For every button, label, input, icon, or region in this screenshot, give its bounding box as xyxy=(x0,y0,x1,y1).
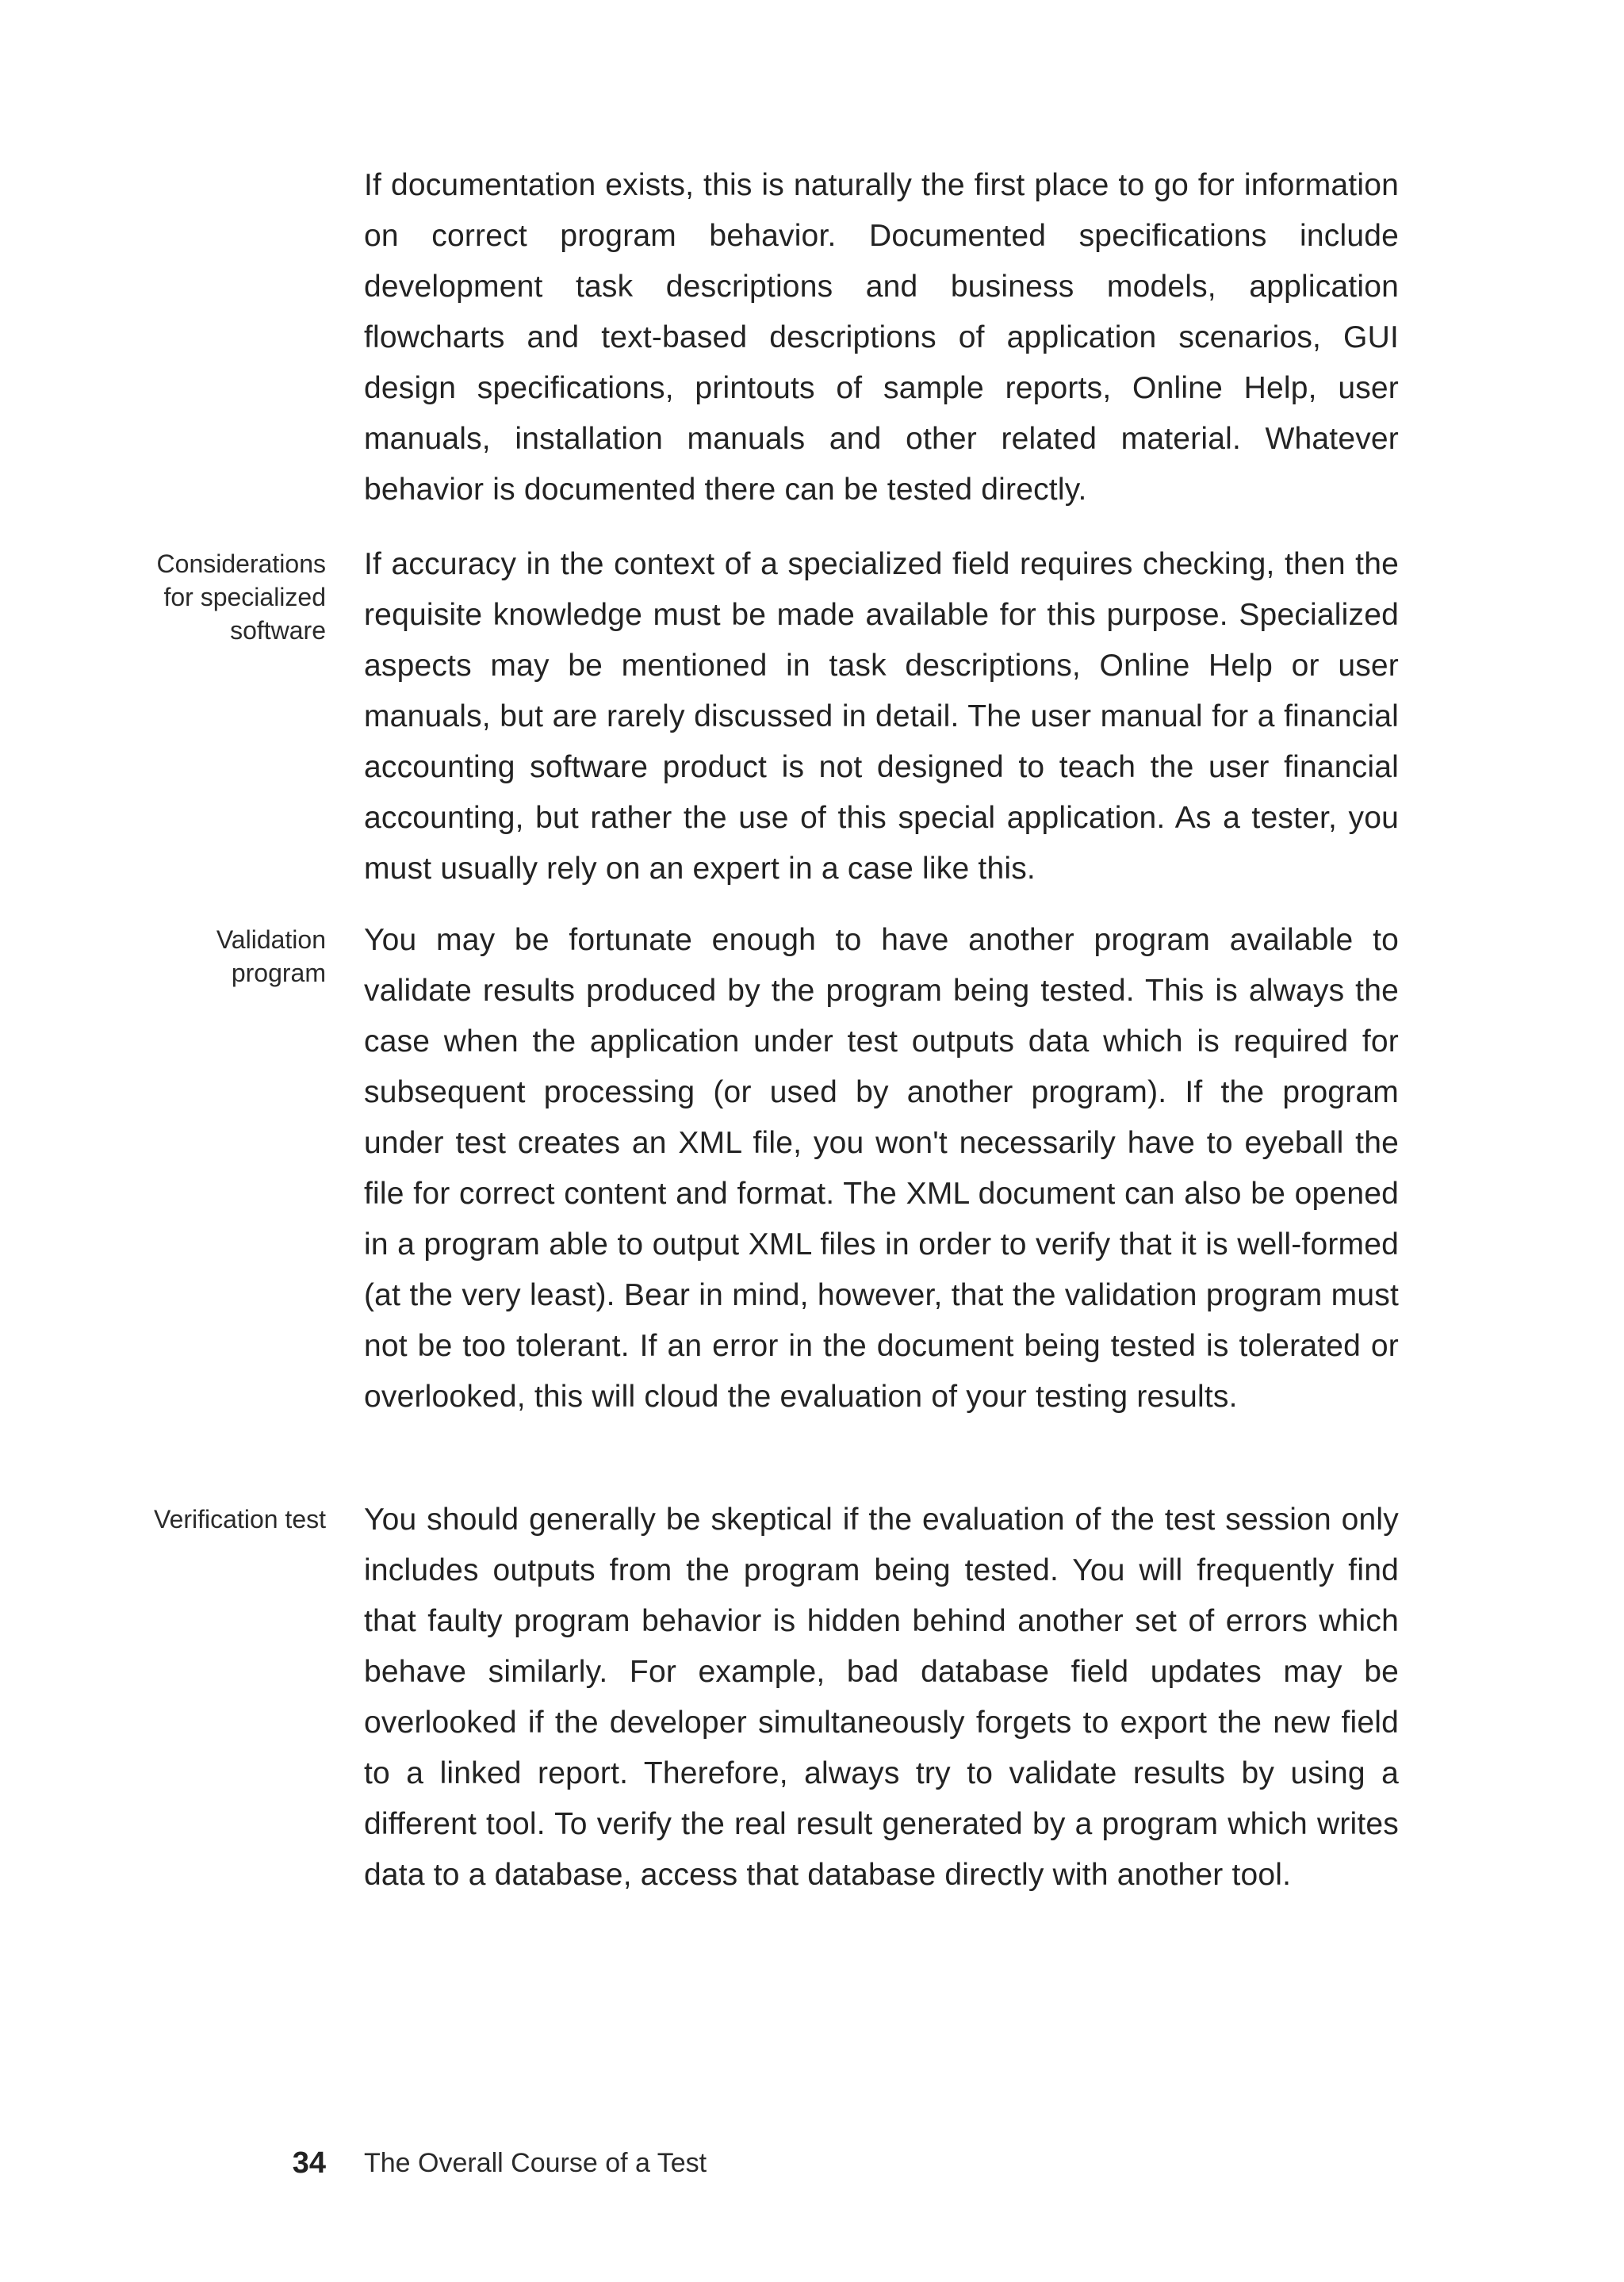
margin-note-validation-program xyxy=(120,923,326,990)
margin-note-line: Considerations xyxy=(156,549,326,578)
page-footer xyxy=(0,2141,1624,2188)
running-title: The Overall Course of a Test xyxy=(364,2148,707,2178)
margin-note-line: program xyxy=(231,959,326,987)
margin-note-specialized-software xyxy=(120,547,326,647)
paragraph-validation-program: You may be fortunate enough to have another program available to validate results produced by the program being tested. This is always the case when the application under test outputs data which is required for subsequent processing (or used by another program). If the program under test creates an XML file, you won't necessarily have to eyeball the file for correct content and format. The XML document can also be opened in a program able to output XML files in order to verify that it is well-formed (at the very least). Bear in mind, however, that the validation program must not be too tolerant. If an error in the document being tested is tolerated or overlooked, this will cloud the evaluation of your testing results. xyxy=(364,923,1399,1414)
margin-note-line: Verification test xyxy=(154,1505,326,1533)
margin-note-line: software xyxy=(230,616,326,645)
margin-note-line: Validation xyxy=(216,925,326,954)
page-number: 34 xyxy=(292,2146,326,2180)
margin-note-verification-test xyxy=(120,1503,326,1536)
paragraph-specialized-software: If accuracy in the context of a specialized field requires checking, then the requisite knowledge must be made available for this purpose. Specialized aspects may be mentioned in task descriptions, Online Help or user manuals, but are rarely discussed in detail. The user manual for a financial accounting software product is not designed to teach the user financial accounting, but rather the use of this special application. As a tester, you must usually rely on an expert in a case like this. xyxy=(364,547,1399,886)
margin-note-line: for specialized xyxy=(163,583,326,611)
paragraph-verification-test: You should generally be skeptical if the evaluation of the test session only includes outputs from the program being tested. You will frequently find that faulty program behavior is hidden behind another set of errors which behave similarly. For example, bad database field updates may be overlooked if the developer simultaneously forgets to export the new field to a linked report. Therefore, always try to validate results by using a different tool. To verify the real result generated by a program which writes data to a database, access that database directly with another tool. xyxy=(364,1503,1399,1892)
paragraph-documentation: If documentation exists, this is naturally the first place to go for information on correct program behavior. Documented specifications include development task descriptions and business models, application flowcharts and text-based descriptions of application scenarios, GUI design specifications, printouts of sample reports, Online Help, user manuals, installation manuals and other related material. Whatever behavior is documented there can be tested directly. xyxy=(364,168,1399,507)
